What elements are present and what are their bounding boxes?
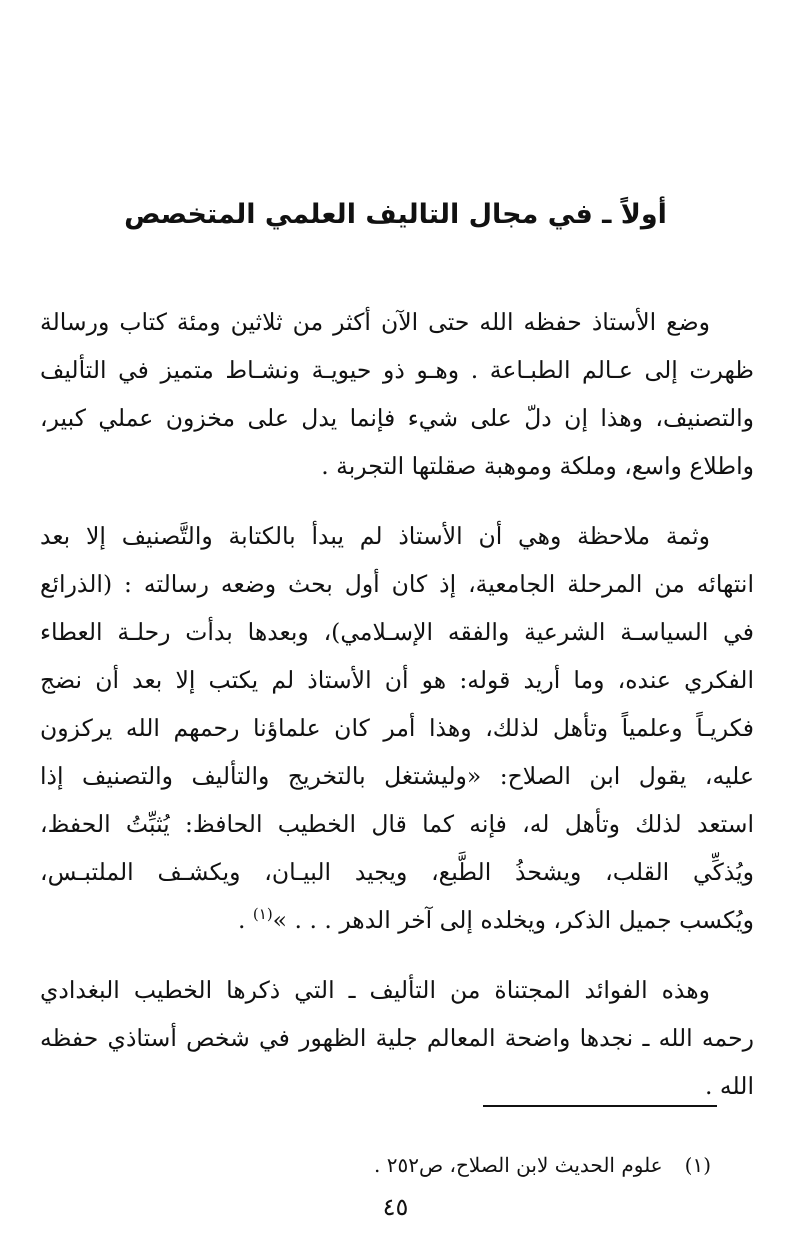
paragraph-line: [40, 896, 754, 944]
paragraph-line: فكريـاً وعلمياً وتأهل لذلك، وهذا أمر كان علماؤنا رحمهم الله يركزون: [40, 714, 754, 742]
paragraph-1: [40, 298, 754, 490]
footnote-marker[interactable]: (١): [252, 905, 273, 924]
quote-end-text: ويُكسب جميل الذكر، ويخلده إلى آخر الدهر . . . »: [272, 906, 754, 934]
paragraph-line: ظهرت إلى عـالم الطبـاعة . وهـو ذو حيويـة ونشـاط متميز في التأليف: [40, 356, 754, 384]
paragraph-line: ويُذكِّي القلب، ويشحذُ الطَّبع، ويجيد البيـان، ويكشـف الملتبـس،: [40, 858, 754, 886]
paragraph-line: والتصنيف، وهذا إن دلّ على شيء فإنما يدل على مخزون عملي كبير،: [40, 404, 754, 432]
paragraph-2: [40, 512, 754, 944]
paragraph-line: في السياسـة الشرعية والفقه الإسـلامي)، وبعدها بدأت رحلـة العطاء: [40, 618, 754, 646]
body-text: [40, 298, 754, 1132]
footnote-separator: [483, 1105, 717, 1107]
paragraph-line: عليه، يقول ابن الصلاح: «وليشتغل بالتخريج والتأليف والتصنيف إذا: [40, 762, 754, 790]
paragraph-line: وهذه الفوائد المجتناة من التأليف ـ التي ذكرها الخطيب البغدادي: [40, 976, 710, 1004]
footnote: [374, 1149, 711, 1181]
paragraph-line: الله .: [704, 1072, 754, 1100]
paragraph-line: واطلاع واسع، وملكة وموهبة صقلتها التجربة .: [321, 452, 754, 480]
section-heading: أولاً ـ في مجال التاليف العلمي المتخصص: [124, 199, 667, 230]
paragraph-line: رحمه الله ـ نجدها واضحة المعالم جلية الظهور في شخص أستاذي حفظه: [40, 1024, 754, 1052]
paragraph-line: استعد لذلك وتأهل له، فإنه كما قال الخطيب الحافظ: يُثبِّتُ الحفظ،: [40, 810, 754, 838]
page-number: ٤٥: [382, 1193, 409, 1221]
paragraph-line: الفكري عنده، وما أريد قوله: هو أن الأستاذ لم يكتب إلا بعد أن نضج: [40, 666, 754, 694]
paragraph-line: وثمة ملاحظة وهي أن الأستاذ لم يبدأ بالكتابة والتَّصنيف إلا بعد: [40, 522, 710, 550]
paragraph-line: انتهائه من المرحلة الجامعية، إذ كان أول بحث وضعه رسالته : (الذرائع: [40, 570, 754, 598]
sentence-end: .: [237, 906, 253, 934]
footnote-text: علوم الحديث لابن الصلاح، ص٢٥٢ .: [374, 1153, 663, 1177]
paragraph-3: [40, 966, 754, 1110]
paragraph-line: وضع الأستاذ حفظه الله حتى الآن أكثر من ثلاثين ومئة كتاب ورسالة: [40, 308, 710, 336]
footnote-number: (١): [684, 1153, 711, 1177]
